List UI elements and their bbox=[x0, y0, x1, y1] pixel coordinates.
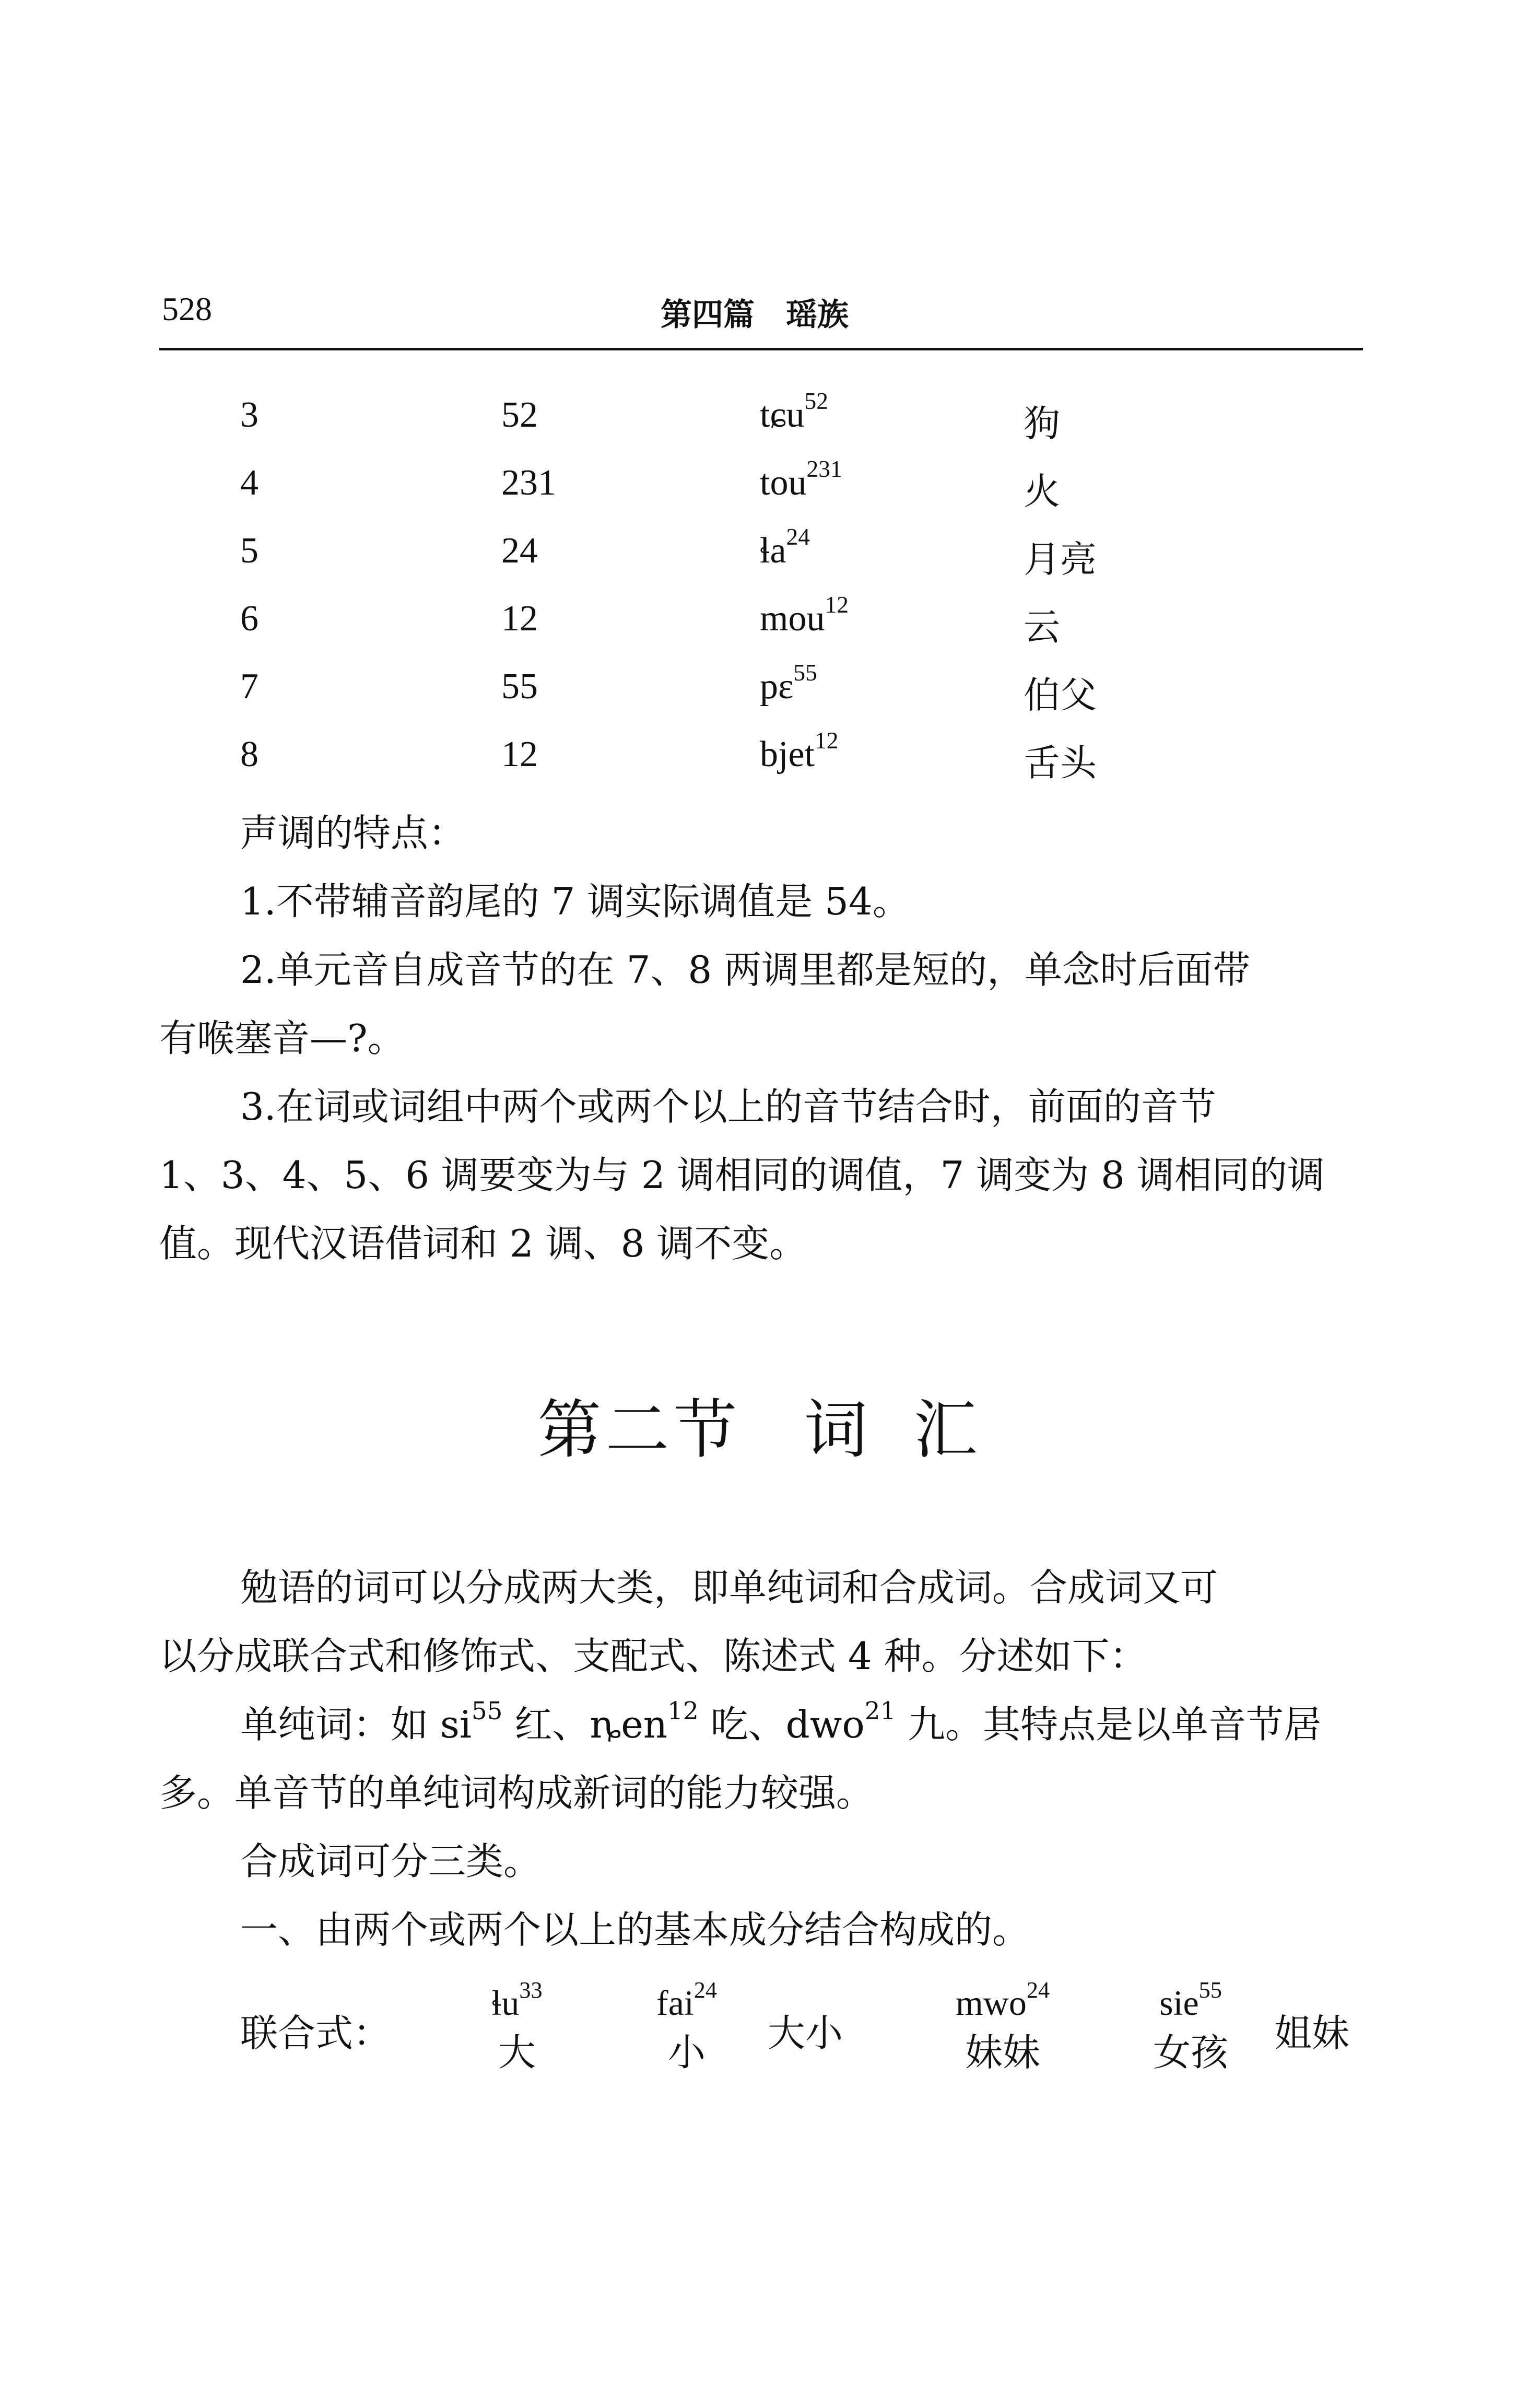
vocab-intro-line-2: 以分成联合式和修饰式、支配式、陈述式 4 种。分述如下： bbox=[159, 1634, 1147, 1678]
tone-value: 12 bbox=[501, 598, 538, 639]
section-title bbox=[0, 1379, 1540, 1470]
page-number: 528 bbox=[162, 290, 212, 327]
tone-number: 4 bbox=[240, 463, 258, 503]
compound-gloss: 姐妹 bbox=[1274, 2011, 1350, 2055]
section-title-char: 汇 bbox=[913, 1393, 982, 1467]
compound-label: 联合式： bbox=[240, 2011, 391, 2055]
feature-2-line-2: 有喉塞音—?。 bbox=[159, 1016, 405, 1060]
running-title: 第四篇 瑶族 bbox=[661, 297, 849, 333]
running-header bbox=[162, 290, 1363, 332]
tone-gloss: 狗 bbox=[1024, 402, 1060, 445]
feature-2-line-1: 2.单元音自成音节的在 7、8 两调里都是短的，单念时后面带 bbox=[240, 948, 1251, 992]
tone-row bbox=[240, 523, 1285, 593]
tone-number: 5 bbox=[240, 531, 258, 571]
tone-number: 6 bbox=[240, 598, 258, 639]
tone-row bbox=[240, 455, 1285, 525]
tone-example: pɛ$^{55}$ bbox=[760, 659, 817, 707]
tone-example: tɕu$^{52}$ bbox=[760, 387, 829, 435]
compound-intro: 合成词可分三类。 bbox=[240, 1839, 542, 1883]
simple-words-line-2: 多。单音节的单纯词构成新词的能力较强。 bbox=[159, 1771, 874, 1815]
compound-item bbox=[1133, 1979, 1248, 2079]
category-one: 一、由两个或两个以上的基本成分结合构成的。 bbox=[240, 1908, 1030, 1952]
tone-gloss: 舌头 bbox=[1024, 742, 1097, 784]
simple-words-line-1: 单纯词：如 $si^{55}$ 红、ȵen$^{12}$ 吃、dwo$^{21}$ 九。其特点是以单音节居 bbox=[240, 1697, 1322, 1746]
tone-value: 24 bbox=[501, 531, 538, 571]
tone-gloss: 月亮 bbox=[1024, 538, 1097, 581]
features-heading: 声调的特点： bbox=[240, 811, 466, 855]
compound-item-hanzi: 女孩 bbox=[1153, 2031, 1228, 2074]
compound-item-romanization: ɬu$^{33}$ bbox=[491, 1977, 543, 2023]
compound-item-romanization: sie$^{55}$ bbox=[1159, 1977, 1222, 2023]
compound-item-romanization: fai$^{24}$ bbox=[656, 1977, 717, 2023]
feature-3-line-3: 值。现代汉语借词和 2 调、8 调不变。 bbox=[159, 1222, 807, 1265]
compound-gloss: 大小 bbox=[768, 2011, 843, 2055]
tone-row bbox=[240, 591, 1285, 661]
tone-gloss: 云 bbox=[1024, 606, 1060, 649]
compound-item-hanzi: 大 bbox=[498, 2031, 536, 2074]
tone-gloss: 伯父 bbox=[1024, 674, 1097, 717]
feature-1: 1.不带辅音韵尾的 7 调实际调值是 54。 bbox=[240, 879, 910, 923]
feature-3-line-1: 3.在词或词组中两个或两个以上的音节结合时，前面的音节 bbox=[240, 1085, 1216, 1129]
section-number: 第二节 bbox=[537, 1393, 742, 1467]
compound-item-romanization: mwo$^{24}$ bbox=[955, 1977, 1050, 2023]
tone-example: tou$^{231}$ bbox=[760, 455, 842, 503]
compound-item-hanzi: 妹妹 bbox=[965, 2031, 1040, 2074]
compound-item bbox=[940, 1979, 1065, 2079]
tone-number: 8 bbox=[240, 734, 258, 774]
feature-3-line-2: 1、3、4、5、6 调要变为与 2 调相同的调值，7 调变为 8 调相同的调 bbox=[159, 1153, 1325, 1197]
header-rule bbox=[159, 348, 1363, 350]
tone-value: 12 bbox=[501, 734, 538, 774]
tone-example: bjet$^{12}$ bbox=[760, 726, 839, 774]
tone-number: 3 bbox=[240, 395, 258, 435]
compound-example bbox=[0, 1979, 1540, 2105]
tone-row bbox=[240, 387, 1285, 457]
tone-value: 52 bbox=[501, 395, 538, 435]
tone-gloss: 火 bbox=[1024, 470, 1060, 513]
tone-value: 55 bbox=[501, 666, 538, 707]
tone-row bbox=[240, 659, 1285, 729]
tone-row bbox=[240, 726, 1285, 796]
compound-item-hanzi: 小 bbox=[667, 2031, 706, 2074]
tone-example: mou$^{12}$ bbox=[760, 591, 849, 639]
tone-example: ɬa$^{24}$ bbox=[760, 523, 810, 571]
tone-value: 231 bbox=[501, 463, 556, 503]
tone-number: 7 bbox=[240, 666, 258, 707]
vocab-intro-line-1: 勉语的词可以分成两大类，即单纯词和合成词。合成词又可 bbox=[240, 1566, 1218, 1610]
compound-item bbox=[634, 1979, 739, 2079]
section-title-char: 词 bbox=[804, 1393, 872, 1467]
compound-item bbox=[465, 1979, 569, 2079]
